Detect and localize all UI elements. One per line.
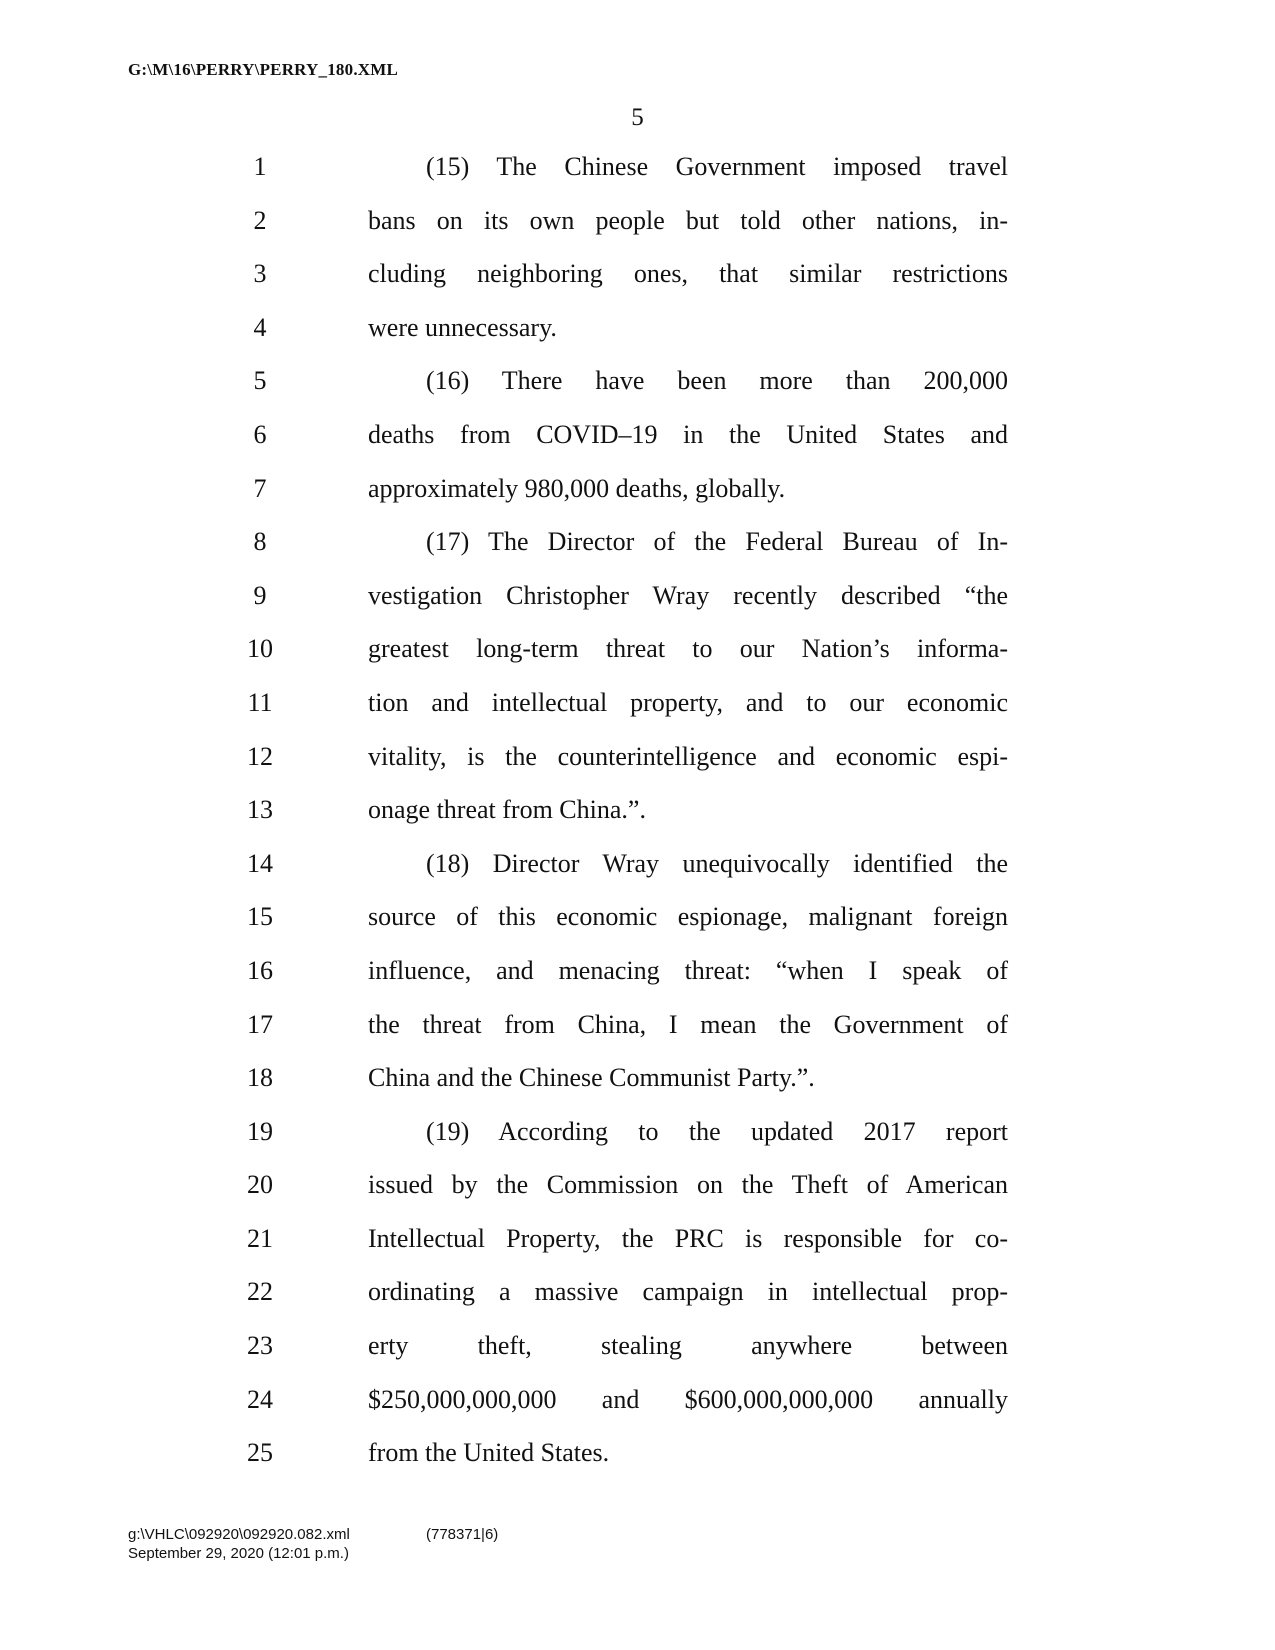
bill-line [0, 837, 1275, 891]
bill-line [0, 1265, 1275, 1319]
line-text: (17) The Director of the Federal Bureau of In- [426, 527, 1008, 557]
line-number: 25 [247, 1438, 273, 1468]
line-text: from the United States. [368, 1438, 610, 1468]
line-text: ordinating a massive campaign in intellectual prop- [368, 1277, 1008, 1307]
line-text: Intellectual Property, the PRC is responsible for co- [368, 1223, 1008, 1253]
line-text: erty theft, stealing anywhere between [368, 1331, 1008, 1361]
line-number: 3 [253, 259, 267, 289]
bill-line [0, 1212, 1275, 1266]
footer-document-code: (778371|6) [426, 1526, 499, 1543]
line-number: 24 [247, 1384, 273, 1414]
line-number: 17 [247, 1009, 273, 1039]
bill-line [0, 194, 1275, 248]
bill-line [0, 1051, 1275, 1105]
bill-line [0, 622, 1275, 676]
line-text: (16) There have been more than 200,000 [426, 366, 1008, 396]
line-number: 13 [247, 795, 273, 825]
bill-line [0, 140, 1275, 194]
bill-line [0, 783, 1275, 837]
bill-line [0, 944, 1275, 998]
line-text: (15) The Chinese Government imposed travel [426, 152, 1008, 181]
line-text: the threat from China, I mean the Government of [368, 1009, 1008, 1039]
line-number: 11 [247, 687, 273, 717]
page-number: 5 [631, 104, 644, 131]
footer-file-info [128, 1525, 350, 1563]
line-text: onage threat from China.”. [368, 795, 646, 825]
line-text: (19) According to the updated 2017 report [426, 1116, 1008, 1146]
line-number: 1 [253, 152, 267, 181]
bill-line [0, 1158, 1275, 1212]
bill-line [0, 1373, 1275, 1427]
line-number: 20 [247, 1170, 273, 1200]
bill-line [0, 1319, 1275, 1373]
bill-line [0, 1426, 1275, 1480]
bill-line [0, 676, 1275, 730]
line-text: deaths from COVID–19 in the United States and [368, 419, 1008, 449]
line-number: 22 [247, 1277, 273, 1307]
line-number: 21 [247, 1223, 273, 1253]
line-text: vitality, is the counterintelligence and economic espi- [368, 741, 1008, 771]
bill-line [0, 890, 1275, 944]
line-number: 9 [253, 580, 267, 610]
line-number: 19 [247, 1116, 273, 1146]
line-text: vestigation Christopher Wray recently described “the [368, 580, 1008, 610]
line-number: 4 [253, 312, 267, 342]
bill-line [0, 247, 1275, 301]
bill-line [0, 515, 1275, 569]
bill-text-lines [0, 140, 1275, 1480]
line-text: (18) Director Wray unequivocally identified the [426, 848, 1008, 878]
file-path-header: G:\M\16\PERRY\PERRY_180.XML [128, 60, 399, 79]
bill-line [0, 301, 1275, 355]
line-number: 16 [247, 955, 273, 985]
line-number: 14 [247, 848, 273, 878]
line-text: China and the Chinese Communist Party.”. [368, 1063, 815, 1093]
line-text: $250,000,000,000 and $600,000,000,000 annually [368, 1384, 1008, 1414]
line-text: bans on its own people but told other nations, in- [368, 205, 1008, 235]
line-text: greatest long-term threat to our Nation’s informa- [368, 634, 1008, 664]
line-number: 7 [253, 473, 267, 503]
line-text: cluding neighboring ones, that similar restrictions [368, 259, 1008, 289]
bill-line [0, 1105, 1275, 1159]
line-text: approximately 980,000 deaths, globally. [368, 473, 786, 503]
line-text: issued by the Commission on the Theft of American [368, 1170, 1008, 1200]
line-text: source of this economic espionage, malignant foreign [368, 902, 1008, 932]
footer-timestamp: September 29, 2020 (12:01 p.m.) [128, 1545, 349, 1562]
bill-line [0, 998, 1275, 1052]
line-number: 23 [247, 1331, 273, 1361]
bill-line [0, 354, 1275, 408]
bill-line [0, 462, 1275, 516]
line-text: influence, and menacing threat: “when I speak of [368, 955, 1008, 985]
line-text: tion and intellectual property, and to our economic [368, 687, 1008, 717]
line-number: 5 [253, 366, 267, 396]
line-number: 12 [247, 741, 273, 771]
footer-file-path: g:\VHLC\092920\092920.082.xml [128, 1526, 350, 1543]
bill-line [0, 730, 1275, 784]
line-number: 18 [247, 1063, 273, 1093]
line-number: 10 [247, 634, 273, 664]
line-number: 15 [247, 902, 273, 932]
bill-line [0, 408, 1275, 462]
line-number: 6 [253, 419, 267, 449]
line-number: 8 [253, 527, 267, 557]
line-number: 2 [253, 205, 267, 235]
bill-line [0, 569, 1275, 623]
line-text: were unnecessary. [368, 312, 557, 342]
